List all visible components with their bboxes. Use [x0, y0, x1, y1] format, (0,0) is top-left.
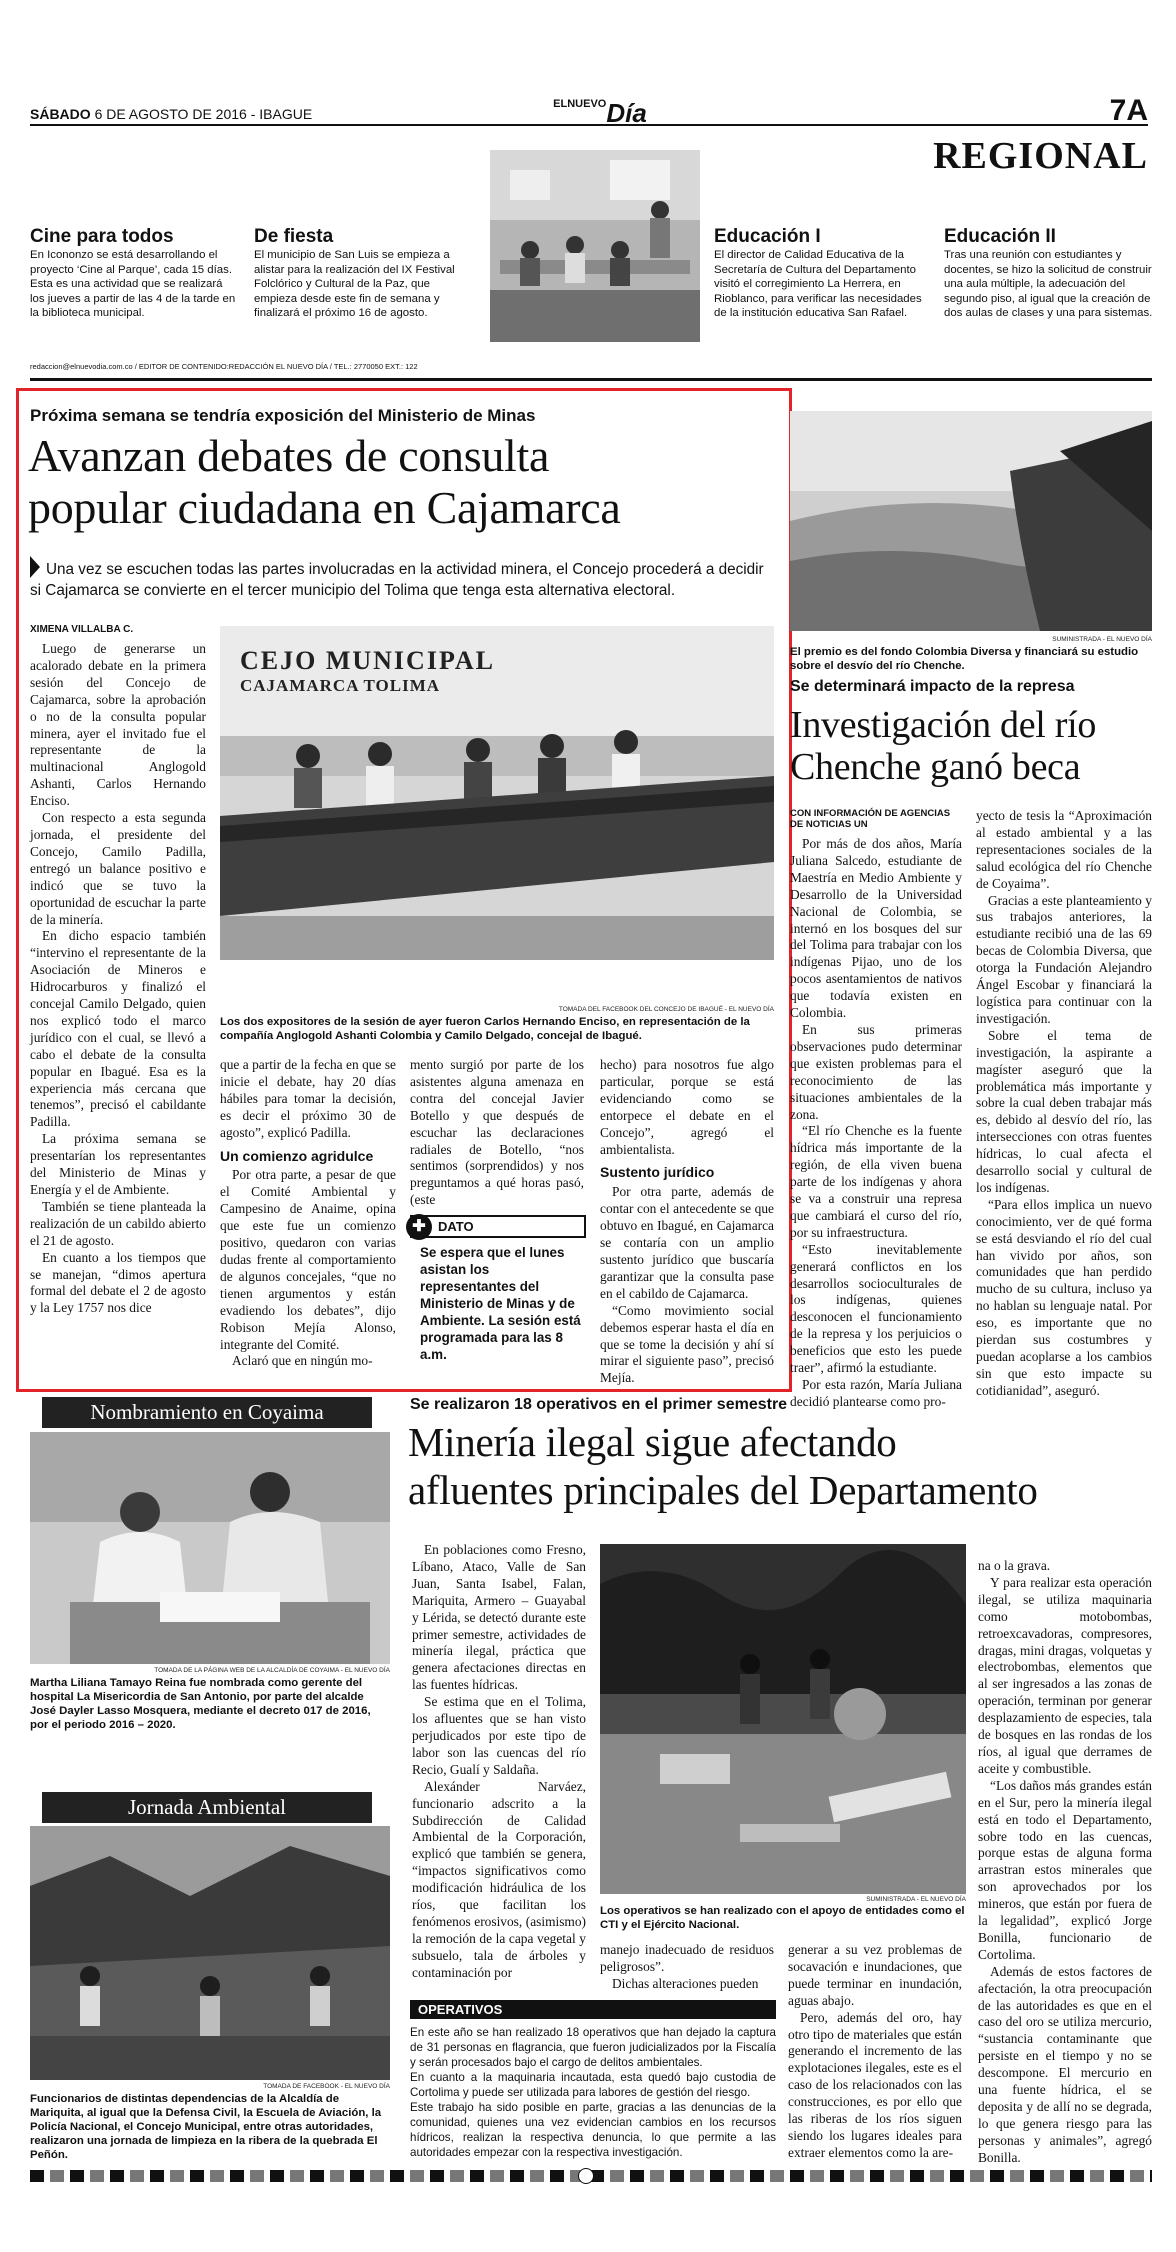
- mining-headline-line-2: afluentes principales del Departamento: [408, 1467, 1038, 1513]
- page-header: [30, 94, 1148, 132]
- river-landscape-photo: [790, 411, 1152, 631]
- paragraph: yecto de tesis la “Aproximación al estado ambiental y a las representaciones sociales de la salud ecológica del río Chenche de Coyaima”.: [976, 808, 1152, 891]
- jornada-caption: Funcionarios de distintas dependencias de la Alcaldía de Mariquita, al igual que la Defensa Civil, la Escuela de Aviación, la Policía Nacional, el Concejo Municipal, entre otras autoridades, realizaron una jornada de limpieza en la ribera de la quebrada El Peñón.: [30, 2093, 382, 2161]
- brief-text: Tras una reunión con estudiantes y docentes, se hizo la solicitud de construir una aula múltiple, la adecuación del segundo piso, al igual que la creación de dos aulas de clases y una para sistemas.: [944, 249, 1153, 320]
- river-headline: [790, 704, 1160, 788]
- council-sign-line-1: CEJO MUNICIPAL: [240, 646, 496, 675]
- paragraph: mento surgió por parte de los asistentes alguna amenaza en contra del concejal Javier Botello y que después de escuchar las declaraciones radiales de Botello, “nos sentimos (sorprendidos) y nos preguntamos a qué horas pasó, (este: [410, 1057, 584, 1208]
- coyaima-caption: Martha Liliana Tamayo Reina fue nombrada como gerente del hospital La Misericordia de San Antonio, por parte del alcalde José Dayler Lasso Mosquera, mediante el decreto 017 de 2016, por el periodo 2016 – 2020.: [30, 1677, 371, 1731]
- river-headline-line-2: Chenche ganó beca: [790, 746, 1081, 788]
- brief-fiesta: [254, 226, 476, 321]
- main-byline: XIMENA VILLALBA C.: [30, 624, 134, 635]
- issue-date: [30, 106, 312, 122]
- operativos-paragraph: Este trabajo ha sido posible en parte, gracias a las denuncias de la comunidad, quienes una vez evidencian cambios en los recursos hídricos, realizan la respectiva denuncia, lo que permite a las autoridades empezar con la respectiva investigación.: [410, 2101, 776, 2159]
- header-rule: [30, 124, 1148, 126]
- main-col-1: [30, 641, 206, 1317]
- lead-text: Una vez se escuchen todas las partes involucradas en la actividad minera, el Concejo procederá a decidir si Cajamarca se convierte en el tercer municipio del Tolima que tenga esta alternativa electoral.: [30, 561, 764, 599]
- mining-headline: [408, 1418, 1160, 1514]
- coyaima-credit: TOMADA DE LA PÁGINA WEB DE LA ALCALDÍA DE COYAIMA - EL NUEVO DÍA: [154, 1667, 390, 1674]
- paragraph: Alexánder Narváez, funcionario adscrito a la Subdirección de Calidad Ambiental de la Corporación, explicó que también se genera, “impactos significativos como modificación hidráulica de los ríos, que facilitan los fenómenos erosivos, (asimismo) la remoción de la capa vegetal y subsuelo, tala de árboles y contaminación por: [412, 1778, 586, 1980]
- paragraph: Luego de generarse un acalorado debate en la primera sesión del Concejo de Cajamarca, sobre la aprobación o no de la consulta popular minera, ayer el invitado fue el representante de la multinacional Anglogold Ashanti, Carlos Hernando Enciso.: [30, 641, 206, 809]
- lead-arrow-icon: [30, 556, 40, 578]
- paragraph: Por esta razón, María Juliana decidió plantearse como pro-: [790, 1377, 962, 1409]
- mining-photo-credit: SUMINISTRADA - EL NUEVO DÍA: [866, 1896, 966, 1903]
- classroom-illustration: [490, 150, 700, 342]
- coyaima-photo: [30, 1432, 390, 1664]
- subhead-comienzo: Un comienzo agridulce: [220, 1147, 374, 1164]
- paragraph: Por otra parte, a pesar de que el Comité Ambiental y Campesino de Anaime, opina que este fue un comienzo positivo, quedaron con varias dudas frente al comportamiento de algunos concejales, “que no tienen argumentos y están evadiendo los debates”, dijo Robison Mejía Alonso, integrante del Comité.: [220, 1167, 396, 1352]
- river-col-2: [976, 808, 1152, 1400]
- jornada-credit: TOMADA DE FACEBOOK - EL NUEVO DÍA: [263, 2083, 390, 2090]
- paragraph: que a partir de la fecha en que se inicie el debate, hay 20 días hábiles para tomar la decisión, es decir el próximo 30 de agosto”, explicó Padilla.: [220, 1057, 396, 1140]
- jornada-illustration: [30, 1826, 390, 2080]
- paragraph: Y para realizar esta operación ilegal, se utiliza maquinaria como motobombas, retroexcavadoras, compresores, dragas, mini dragas, volquetas y electrobombas, elementos que al ser ingresados a las zonas de operación, terminan por generar desplazamiento de especies, tala de bosques en las rondas de los ríos, al igual que derrames de aceite y combustible.: [978, 1574, 1152, 1776]
- jornada-banner: Jornada Ambiental: [42, 1792, 372, 1823]
- operativos-box: [410, 2000, 776, 2160]
- main-photo-credit: TOMADA DEL FACEBOOK DEL CONCEJO DE IBAGUÉ - EL NUEVO DÍA: [558, 1006, 774, 1013]
- operativos-label: OPERATIVOS: [410, 2000, 776, 2019]
- paragraph: na o la grava.: [978, 1558, 1051, 1573]
- subhead-sustento: Sustento jurídico: [600, 1164, 715, 1181]
- mining-operation-illustration: [600, 1544, 966, 1894]
- river-byline: CON INFORMACIÓN DE AGENCIAS DE NOTICIAS UN: [790, 808, 951, 830]
- river-kicker: Se determinará impacto de la represa: [790, 678, 1075, 695]
- paragraph: En poblaciones como Fresno, Líbano, Ataco, Valle de San Juan, Santa Isabel, Falan, Mariquita, Armero – Guayabal y Lérida, se detectó durante este primer semestre, actividades de minería ilegal, práctica que genera afectaciones directas en las fuentes hídricas.: [412, 1542, 586, 1693]
- paragraph: Dichas alteraciones pueden: [612, 1975, 759, 1991]
- river-photo-credit: SUMINISTRADA - EL NUEVO DÍA: [1052, 636, 1152, 643]
- dato-header: [410, 1215, 586, 1238]
- paragraph: Además de estos factores de afectación, la otra preocupación de las autoridades es que en el caso del oro se utiliza mercurio, “sustancia contaminante que persiste en el tiempo y no se descompone. El mercurio en una fuente hídrica, el se deposita y de allí no se degrada, lo que genera riesgo para las personas y animales”, agregó Bonilla.: [978, 1963, 1152, 2165]
- paragraph: Pero, además del oro, hay otro tipo de materiales que están generando el incremento de las explotaciones ilegales, este es el caso de los relacionados con las construcciones, es por ello que las riberas de los ríos siguen siendo los lugares ideales para extraer elementos como la are-: [788, 2009, 962, 2160]
- council-sign: [240, 646, 495, 696]
- river-landscape-illustration: [790, 411, 1152, 631]
- main-col-3: [410, 1057, 584, 1209]
- paragraph: También se tiene planteada la realización de un cabildo abierto el 21 de agosto.: [30, 1198, 206, 1248]
- paragraph: Sobre el tema de investigación, la aspirante a magíster aseguró que la problemática más importante y sobre la cual deben trabajar más es, debido al desvío del río, las intersecciones con otras fuentes hídricas, lo cual afecta el desarrollo social y cultural de los indígenas.: [976, 1027, 1152, 1195]
- mining-col-1: [412, 1542, 586, 1982]
- paragraph: generar a su vez problemas de socavación e inundaciones, que puede terminar en inundación, aguas abajo.: [788, 1942, 962, 2008]
- mining-col-4: [978, 1558, 1152, 2167]
- brief-educacion-1: [714, 226, 932, 321]
- brief-title: De fiesta: [254, 226, 334, 247]
- dato-label: DATO: [438, 1219, 474, 1234]
- operativos-paragraph: En cuanto a la maquinaria incautada, esta quedó bajo custodia de Cortolima y puede ser utilizada para labores de gestión del riesgo.: [410, 2071, 776, 2099]
- main-lead: [30, 556, 770, 601]
- paragraph: hecho) para nosotros fue algo particular, porque se está evidenciando como se entorpece el debate en el Concejo”, agregó el ambientalista.: [600, 1057, 774, 1157]
- brief-text: El director de Calidad Educativa de la Secretaría de Cultura del Departamento visitó el corregimiento La Herrera, en Rioblanco, para verificar las necesidades de la institución educativa San Rafael.: [714, 249, 922, 320]
- river-photo-caption: El premio es del fondo Colombia Diversa y financiará su estudio sobre el desvío del río Chenche.: [790, 646, 1139, 672]
- brief-title: Cine para todos: [30, 226, 174, 247]
- editorial-line: redaccion@elnuevodia.com.co / EDITOR DE CONTENIDO:REDACCIÓN EL NUEVO DÍA / TEL.: 2770050 EXT.: 122: [30, 362, 418, 371]
- river-headline-line-1: Investigación del río: [790, 704, 1097, 746]
- paragraph: manejo inadecuado de residuos peligrosos”.: [600, 1942, 774, 1974]
- operativos-text: [410, 2019, 776, 2160]
- main-col-4: [600, 1057, 774, 1387]
- main-headline-line-1: Avanzan debates de consulta: [28, 430, 550, 481]
- brief-cine: [30, 226, 240, 321]
- coyaima-illustration: [30, 1432, 390, 1664]
- section-title: REGIONAL: [933, 135, 1148, 177]
- registration-mark-icon: [578, 2168, 594, 2184]
- paragraph: “Como movimiento social debemos esperar hasta el día en que se tome la decisión y ahí sí mirar el siguiente paso”, precisó Mejía.: [600, 1302, 774, 1386]
- council-sign-line-2: CAJAMARCA TOLIMA: [240, 676, 441, 695]
- council-session-photo: [220, 626, 774, 960]
- paragraph: Se estima que en el Tolima, los afluentes que se han visto perjudicados por este tipo de labor son las cuencas del río Recio, Gualí y Saldaña.: [412, 1694, 586, 1777]
- paragraph: “Los daños más grandes están en el Sur, pero la minería ilegal está en todo el Departamento, sobre todo en las cuencas, porque estas de alguna forma arrastran estos minerales que son aprovechados por los mineros, que están por fuera de la legalidad”, explicó Jorge Bonilla, funcionario de Cortolima.: [978, 1777, 1152, 1962]
- main-col-2: [220, 1057, 396, 1370]
- brief-educacion-2: [944, 226, 1154, 321]
- mining-photo-caption: Los operativos se han realizado con el apoyo de entidades como el CTI y el Ejército Nacional.: [600, 1905, 965, 1931]
- masthead-big: Día: [606, 98, 647, 128]
- brief-text: El municipio de San Luis se empieza a alistar para la realización del IX Festival Folclórico y Cultural de la Paz, que empieza desde este fin de semana y finalizará el próximo 16 de agosto.: [254, 249, 455, 320]
- mining-headline-line-1: Minería ilegal sigue afectando: [408, 1419, 897, 1465]
- paragraph: Por más de dos años, María Juliana Salcedo, estudiante de Maestría en Medio Ambiente y Desarrollo de la Universidad Nacional de Colombia, se internó en los bosques del sur del Tolima para trabajar con los indígenas Pijao, uno de los pocos asentamientos de nativos que todavía existen en Colombia.: [790, 836, 962, 1021]
- info-icon: ✚: [406, 1214, 432, 1240]
- main-photo-caption: Los dos expositores de la sesión de ayer fueron Carlos Hernando Enciso, en representación de la compañía Anglogold Ashanti Colombia y Camilo Delgado, concejal de Ibagué.: [220, 1016, 750, 1042]
- brief-title: Educación I: [714, 226, 821, 247]
- paragraph: “Esto inevitablemente generará conflictos en los desarrollos socioculturales de los indígenas, quienes desconocen el funcionamiento de la represa y los perjuicios o beneficios que esto les puede traer”, afirmó la estudiante.: [790, 1241, 962, 1376]
- paragraph: Aclaró que en ningún mo-: [232, 1353, 373, 1369]
- date-weekday: SÁBADO: [30, 106, 91, 122]
- paragraph: En sus primeras observaciones pudo determinar que existen problemas para el reconocimiento de las situaciones ambientales de la zona.: [790, 1021, 962, 1122]
- paragraph: En cuanto a los tiempos que se manejan, “dimos apertura formal del debate el 2 de agosto y la Ley 1757 nos dice: [30, 1249, 206, 1316]
- page-number: 7A: [1109, 94, 1148, 127]
- mining-kicker: Se realizaron 18 operativos en el primer semestre: [410, 1396, 788, 1413]
- brief-text: En Icononzo se está desarrollando el proyecto ‘Cine al Parque’, cada 15 días. Esta es una actividad que se realizará los jueves a partir de las 4 de la tarde en la biblioteca municipal.: [30, 249, 236, 320]
- dato-box: [410, 1215, 586, 1363]
- masthead-small: ELNUEVO: [553, 98, 607, 110]
- dato-text: Se espera que el lunes asistan los representantes del Ministerio de Minas y de Ambiente. La sesión está programada para las 8 a.m.: [420, 1245, 581, 1362]
- main-kicker: Próxima semana se tendría exposición del Ministerio de Minas: [30, 406, 536, 425]
- mining-operation-photo: [600, 1544, 966, 1894]
- coyaima-banner: Nombramiento en Coyaima: [42, 1397, 372, 1428]
- operativos-paragraph: En este año se han realizado 18 operativos que han dejado la captura de 31 personas en flagrancia, que fueron judicializados por la Fiscalía y serán procesados bajo el cargo de delitos ambientales.: [410, 2026, 776, 2069]
- main-headline: [28, 430, 788, 534]
- jornada-photo: [30, 1826, 390, 2080]
- paragraph: “Para ellos implica un nuevo conocimiento, ver de qué forma se está desviando el río del cual han vivido por años, son comunidades que han perdido mucho de su cultura, incluso ya no hablan su lenguaje natal. Por eso, es importante que no pierdan sus costumbres y puedan acoplarse a los cambios sin que esto impacte su cotidianidad”, aseguró.: [976, 1196, 1152, 1398]
- paragraph: Con respecto a esta segunda jornada, el presidente del Concejo, Camilo Padilla, entregó un balance positivo e indicó que se tuvo la oportunidad de escuchar la parte de la minería.: [30, 810, 206, 927]
- brief-title: Educación II: [944, 226, 1056, 247]
- paragraph: La próxima semana se presentarían los representantes del Ministerio de Minas y Energía y el de Ambiente.: [30, 1131, 206, 1197]
- mining-col-2: [600, 1942, 774, 1993]
- paragraph: Gracias a este planteamiento y sus trabajos anteriores, la estudiante recibió una de las 69 becas de Colombia Diversa, que otorga la Fundación Alejandro Ángel Escobar y financiará la logística para continuar con la investigación.: [976, 892, 1152, 1026]
- paragraph: Por otra parte, además de contar con el antecedente se que obtuvo en Ibagué, en Cajamarca se contaría con un amplio sustento jurídico que buscaría garantizar que la consulta pase en el cabildo de Cajamarca.: [600, 1184, 774, 1301]
- mining-col-3: [788, 1942, 962, 2162]
- river-col-1: [790, 836, 962, 1411]
- paragraph: En dicho espacio también “intervino el representante de la Asociación de Mineros e Hidrocarburos y finalizó el concejal Camilo Delgado, quien nos explicó todo el marco jurídico con el cual, se llevó a cabo el debate de la consulta popular en Ibagué. Esa es la experiencia más cercana que tenemos”, precisó el cabildante Padilla.: [30, 928, 206, 1130]
- header-classroom-photo: [490, 150, 700, 342]
- paragraph: “El río Chenche es la fuente hídrica más importante de la región, de ella viven buena parte de los indígenas y ahora se va a construir una represa que cambiará el curso del río, por su infraestructura.: [790, 1123, 962, 1240]
- briefs-rule: [30, 378, 1152, 381]
- date-text: 6 DE AGOSTO DE 2016 - IBAGUE: [94, 106, 313, 122]
- main-headline-line-2: popular ciudadana en Cajamarca: [28, 482, 621, 533]
